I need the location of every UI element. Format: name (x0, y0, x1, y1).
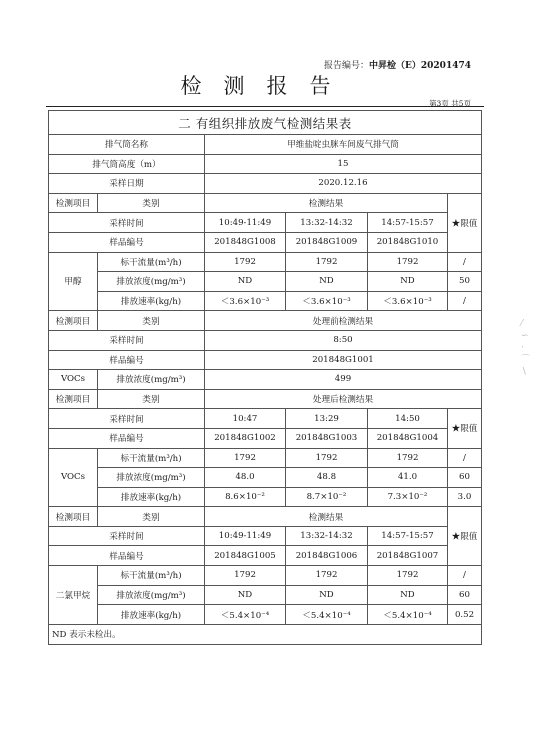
after-result-header: 处理后检测结果 (205, 389, 482, 409)
table-cell: 201848G1006 (286, 546, 368, 566)
table-cell: ND (205, 585, 286, 605)
table-cell: ND (368, 272, 448, 292)
table-row (49, 526, 482, 546)
table-row (49, 585, 482, 605)
table-cell: 13:32-14:32 (286, 213, 368, 233)
item-header: 检测项目 (49, 193, 98, 213)
table-cell: ＜5.4×10⁻⁴ (286, 605, 368, 625)
table-row (49, 428, 482, 448)
sampling-time-label: 采样时间 (49, 409, 205, 429)
table-cell: / (448, 291, 482, 311)
seal-stamp: ⁄ ∽ ‧ ⌒ ∖ (521, 319, 531, 377)
table-cell: 201848G1008 (205, 232, 286, 252)
footnote: ND 表示未检出。 (49, 624, 482, 644)
category-header: 类别 (98, 389, 205, 409)
table-cell: / (448, 566, 482, 586)
table-row (49, 311, 482, 331)
table-cell: ND (205, 272, 286, 292)
rate-label: 排放速率(kg/h) (98, 605, 205, 625)
pollutant-name: 甲醇 (49, 252, 98, 311)
table-cell: 14:57-15:57 (368, 526, 448, 546)
table-cell: ND (368, 585, 448, 605)
table-row (49, 624, 482, 644)
table-cell: / (448, 252, 482, 272)
table-cell: 41.0 (368, 468, 448, 488)
table-cell: 0.52 (448, 605, 482, 625)
table-cell: 50 (448, 272, 482, 292)
flow-label: 标干流量(m³/h) (98, 252, 205, 272)
table-row (49, 330, 482, 350)
item-header: 检测项目 (49, 507, 98, 527)
report-number: 中昇检（E）20201474 (369, 61, 471, 71)
table-cell: 10:49-11:49 (205, 213, 286, 233)
table-cell: 1792 (205, 448, 286, 468)
concentration-label: 排放浓度(mg/m³) (98, 468, 205, 488)
sampling-date: 2020.12.16 (205, 174, 482, 194)
concentration-label: 排放浓度(mg/m³) (98, 272, 205, 292)
table-cell: ＜3.6×10⁻³ (205, 291, 286, 311)
table-cell: 48.0 (205, 468, 286, 488)
table-cell: ＜5.4×10⁻⁴ (368, 605, 448, 625)
table-row (49, 193, 482, 213)
table-cell: 201848G1010 (368, 232, 448, 252)
table-cell: 13:32-14:32 (286, 526, 368, 546)
table-cell: 1792 (286, 566, 368, 586)
table-cell: 201848G1002 (205, 428, 286, 448)
table-row (49, 389, 482, 409)
table-row (49, 135, 482, 155)
result-header: 检测结果 (205, 193, 448, 213)
table-cell: ND (286, 585, 368, 605)
header-rule (46, 106, 484, 107)
table-cell: 1792 (286, 448, 368, 468)
table-cell: 1792 (368, 448, 448, 468)
sample-number-label: 样品编号 (49, 232, 205, 252)
report-title: 检测报告 (180, 74, 353, 98)
table-row (49, 272, 482, 292)
sample-number-label: 样品编号 (49, 350, 205, 370)
table-cell: ＜3.6×10⁻³ (286, 291, 368, 311)
rate-label: 排放速率(kg/h) (98, 487, 205, 507)
before-result-header: 处理前检测结果 (205, 311, 482, 331)
table-cell: 8.6×10⁻² (205, 487, 286, 507)
table-cell: 8:50 (205, 330, 482, 350)
table-cell: 14:57-15:57 (368, 213, 448, 233)
table-row (49, 409, 482, 429)
concentration-label: 排放浓度(mg/m³) (98, 585, 205, 605)
table-cell: 201848G1004 (368, 428, 448, 448)
table-cell: 60 (448, 468, 482, 488)
flow-label: 标干流量(m³/h) (98, 566, 205, 586)
table-cell: 1792 (205, 566, 286, 586)
table-cell: 3.0 (448, 487, 482, 507)
table-cell: 201848G1009 (286, 232, 368, 252)
table-row (49, 252, 482, 272)
table-row (49, 448, 482, 468)
table-cell: 201848G1007 (368, 546, 448, 566)
stack-height: 15 (205, 154, 482, 174)
page-info: 第3页 共5页 (429, 99, 471, 108)
table-cell: / (448, 448, 482, 468)
table-cell: 10:47 (205, 409, 286, 429)
table-cell: 1792 (205, 252, 286, 272)
category-header: 类别 (98, 507, 205, 527)
limit-header: ★限值 (448, 193, 482, 252)
table-row (49, 111, 482, 135)
category-header: 类别 (98, 311, 205, 331)
table-row (49, 566, 482, 586)
pollutant-name: VOCs (49, 448, 98, 507)
table-cell: ＜5.4×10⁻⁴ (205, 605, 286, 625)
table-cell: 499 (205, 370, 482, 390)
limit-header: ★限值 (448, 409, 482, 448)
table-row (49, 232, 482, 252)
sampling-time-label: 采样时间 (49, 330, 205, 350)
result-header: 检测结果 (205, 507, 448, 527)
stack-height-label: 排气筒高度（m） (49, 154, 205, 174)
table-row (49, 291, 482, 311)
table-cell: 1792 (368, 566, 448, 586)
table-row (49, 154, 482, 174)
stack-name-label: 排气筒名称 (49, 135, 205, 155)
stack-name: 甲维盐啶虫脒车间废气排气筒 (205, 135, 482, 155)
emission-results-table (48, 110, 482, 645)
table-cell: 14:50 (368, 409, 448, 429)
table-cell: 7.3×10⁻² (368, 487, 448, 507)
item-header: 检测项目 (49, 389, 98, 409)
flow-label: 标干流量(m³/h) (98, 448, 205, 468)
pollutant-name: VOCs (49, 370, 98, 390)
concentration-label: 排放浓度(mg/m³) (98, 370, 205, 390)
category-header: 类别 (98, 193, 205, 213)
sampling-time-label: 采样时间 (49, 526, 205, 546)
table-row (49, 174, 482, 194)
table-cell: 201848G1001 (205, 350, 482, 370)
table-row (49, 487, 482, 507)
table-cell: 10:49-11:49 (205, 526, 286, 546)
table-cell: 48.8 (286, 468, 368, 488)
table-cell: ND (286, 272, 368, 292)
table-cell: 60 (448, 585, 482, 605)
table-row (49, 605, 482, 625)
table-row (49, 350, 482, 370)
table-row (49, 213, 482, 233)
table-cell: 1792 (286, 252, 368, 272)
table-row (49, 370, 482, 390)
table-row (49, 546, 482, 566)
sampling-date-label: 采样日期 (49, 174, 205, 194)
table-cell: 1792 (368, 252, 448, 272)
table-row (49, 468, 482, 488)
section-title: 二 有组织排放废气检测结果表 (49, 111, 482, 135)
sample-number-label: 样品编号 (49, 428, 205, 448)
item-header: 检测项目 (49, 311, 98, 331)
rate-label: 排放速率(kg/h) (98, 291, 205, 311)
table-cell: 13:29 (286, 409, 368, 429)
pollutant-name: 二氯甲烷 (49, 566, 98, 625)
table-row (49, 507, 482, 527)
sample-number-label: 样品编号 (49, 546, 205, 566)
table-cell: 201848G1005 (205, 546, 286, 566)
report-number-label: 报告编号： (324, 61, 370, 71)
table-cell: 8.7×10⁻² (286, 487, 368, 507)
sampling-time-label: 采样时间 (49, 213, 205, 233)
table-cell: 201848G1003 (286, 428, 368, 448)
table-cell: ＜3.6×10⁻³ (368, 291, 448, 311)
limit-header: ★限值 (448, 507, 482, 566)
